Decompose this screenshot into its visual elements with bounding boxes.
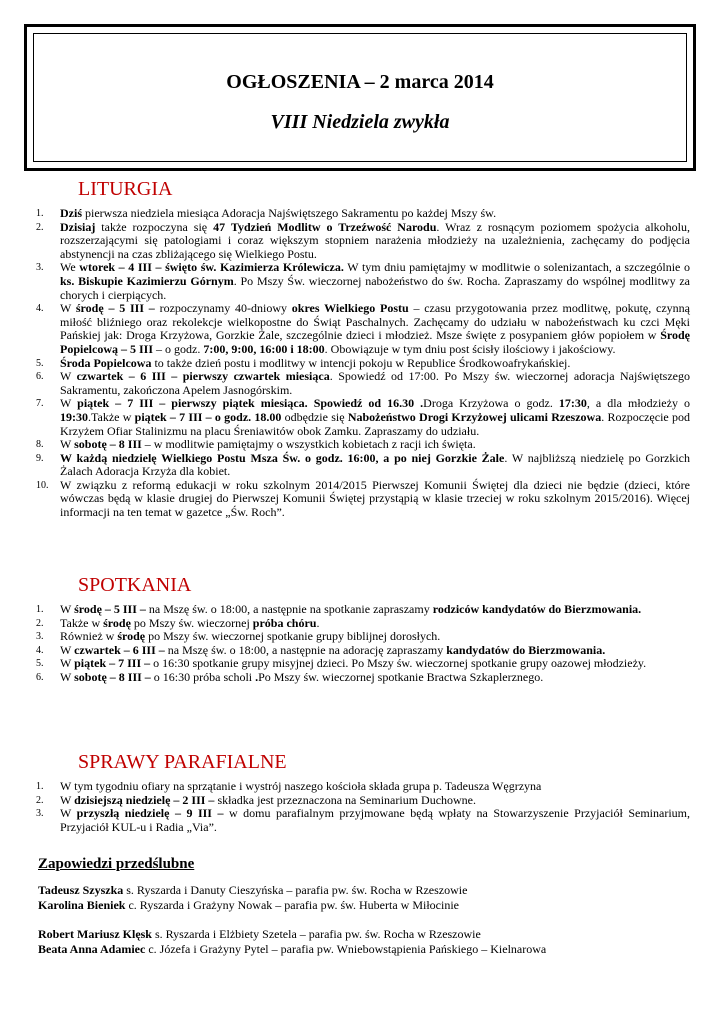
page-title: OGŁOSZENIA – 2 marca 2014 [226,71,494,93]
item-text: W tym dniu pamiętajmy w modlitwie o solenizantach, a szczególnie o [343,260,690,275]
item-text: po Mszy św. wieczornej [130,615,253,630]
bold-text: piątek – 7 III – o godz. 18.00 [134,409,282,424]
page-subtitle: VIII Niedziela zwykła [270,111,450,133]
item-text: . Rozpoczęcie pod Krzyżem Ofiar Stalinizmu na placu Śreniawitów obok Zamku. Zapraszamy do udziału. [60,409,690,438]
bold-text: ks. Biskupie Kazimierzu Górnym [60,273,234,288]
item-text: W [60,806,77,821]
list-number: 1. [36,604,44,615]
bold-text: wtorek – 4 III – święto św. Kazimierza Królewicza. [79,260,344,275]
spotkania-section [38,573,690,685]
sprawy-heading: SPRAWY PARAFIALNE [78,751,287,773]
person-name: Karolina Bieniek [38,898,126,912]
bold-text: . [255,669,259,684]
bold-text: kandydatów do Bierzmowania. [446,642,606,657]
person-name: Tadeusz Szyszka [38,883,124,897]
item-text: . Wraz z rosnącym poziomem spożycia alkoholu, rozszerzającymi się patologiami i coraz większym stopniem narażenia młodzieży na uzależnienia, zachęcamy do podjęcia abstynencji na czas zbliżającego się Wielkiego Postu. [60,219,691,261]
zapowiedzi-heading: Zapowiedzi przedślubne [38,856,195,872]
announcement-person [38,898,690,913]
bold-text: dzisiejszą niedzielę – 2 III – [74,792,215,807]
liturgia-item [38,479,690,520]
liturgia-section [38,177,690,520]
item-text: W związku z reformą edukacji w roku szkolnym 2014/2015 Pierwszej Komunii Świętej dla dzieci nie będzie (dzieci, które wówczas będą w klasie drugiej do Pierwszej Komunii Świętej przystąpią w klasie trzeciej w roku szkolnym 2015/2016). Więcej informacji na ten temat w gazetce „Św. Roch”. [60,477,690,520]
spotkania-item [38,644,690,658]
liturgia-item [38,357,690,371]
item-text: – czasu przygotowania przez modlitwę, pokutę, czynną miłość bliźniego oraz rekolekcje wielkopostne do Świąt Paschalnych. Zachęcamy do udziału w nabożeństwach ku czci Męki Pańskiej jak: Droga Krzyżowa, Gorzkie Żale, szczególnie dzieci i młodzież. Msze święte z posypaniem głów popiołem w [60,301,691,343]
item-text: w domu parafialnym przyjmowane będą wpłaty na Stowarzyszenie Przyjaciół Seminarium, Przyjaciół KUL-u i Radia „Via”. [60,806,690,834]
item-text: także rozpoczyna się [95,219,214,234]
bold-text: środę – 5 III – [75,301,155,316]
item-text: o 16:30 próba scholi [150,669,256,684]
list-number: 2. [36,617,44,629]
header-frame [24,24,696,171]
person-details: s. Ryszarda i Elżbiety Szetela – parafia pw. św. Rocha w Rzeszowie [151,927,481,941]
item-text: składka jest przeznaczona na Seminarium Duchowne. [214,792,477,807]
item-text: . Spowiedź od 17:00. Po Mszy św. wieczornej adoracja Najświętszego Sakramentu, zakończona Apelem Jasnogórskim. [60,369,690,397]
person-name: Robert Mariusz Klęsk [38,927,152,941]
bold-text: czwartek – 6 III – [74,642,165,657]
sprawy-list [38,780,690,834]
announcement-person [38,942,690,957]
item-text: to także dzień postu i modlitwy w intencji pokoju w Republice Środkowoafrykańskiej. [151,355,571,370]
person-details: s. Ryszarda i Danuty Cieszyńska – parafia pw. św. Rocha w Rzeszowie [123,883,468,897]
bold-text: środę [103,615,131,630]
item-text: rozpoczynamy 40-dniowy [154,301,292,316]
list-number: 6. [36,371,44,383]
list-number: 6. [36,671,44,683]
bold-text: okres Wielkiego Postu [291,301,409,316]
item-text: .Także w [88,409,135,424]
item-text: W [60,792,75,807]
item-text: na Mszę św. o 18:00, a następnie na spotkanie zapraszamy [145,602,433,616]
person-details: c. Ryszarda i Grażyny Nowak – parafia pw. św. Huberta w Miłocinie [125,898,459,912]
bold-text: Nabożeństwo Drogi Krzyżowej ulicami Rzeszowa [347,409,602,424]
liturgia-item [38,452,690,479]
liturgia-item [38,397,690,438]
item-text: Także w [60,615,104,630]
person-name: Beata Anna Adamiec [38,942,146,956]
item-text: , a dla młodzieży o [586,396,690,411]
spotkania-item [38,603,690,617]
sprawy-item [38,780,690,794]
bold-text: piątek – 7 III – pierwszy piątek miesiąca. Spowiedź od 16.30 . [77,396,424,411]
spotkania-item [38,630,690,644]
item-text: odbędzie się [281,409,348,424]
liturgia-heading: LITURGIA [78,178,173,200]
list-number: 8. [36,439,44,451]
item-text: W tym tygodniu ofiary na sprzątanie i wystrój naszego kościoła składa grupa p. Tadeusza Węgrzyna [60,779,542,793]
bold-text: rodziców kandydatów do Bierzmowania. [432,602,642,616]
item-text: pierwsza niedziela miesiąca Adoracja Najświętszego Sakramentu po każdej Mszy św. [82,206,497,220]
item-text: . [316,615,320,630]
liturgia-item [38,438,690,452]
list-number: 3. [36,808,44,820]
item-text: – w modlitwie pamiętajmy o wszystkich kobietach z racji ich święta. [141,437,476,452]
item-text: W [60,602,75,616]
announcement-person [38,883,690,898]
liturgia-item [38,302,690,356]
list-number: 10. [36,479,49,491]
list-number: 2. [36,221,44,233]
bold-text: 19:30 [60,409,88,424]
spotkania-list [38,603,690,685]
item-text: W [60,642,75,657]
bold-text: Dzisiaj [60,219,96,234]
bold-text: Dziś [60,206,82,220]
item-text: W [60,669,75,684]
bold-text: 7:00, 9:00, 16:00 i 18:00 [203,341,325,356]
liturgia-list [38,207,690,520]
item-text: We [60,260,80,275]
list-number: 2. [36,794,44,806]
list-number: 7. [36,398,44,410]
list-number: 4. [36,303,44,315]
list-number: 9. [36,452,44,464]
announcement-person [38,927,690,942]
bold-text: W każdą niedzielę Wielkiego Postu Msza Św. o godz. 16:00, a po niej Gorzkie Żale [60,450,505,465]
liturgia-item [38,207,690,221]
item-text: Również w [60,629,118,644]
item-text: W [60,369,77,384]
item-text: . Po Mszy Św. wieczornej nabożeństwo do św. Rocha. Zapraszamy do wspólnej modlitwy za chorych i cierpiących. [60,273,691,302]
person-details: c. Józefa i Grażyny Pytel – parafia pw. Wniebowstąpienia Pańskiego – Kielnarowa [145,942,547,956]
spotkania-heading: SPOTKANIA [78,574,192,596]
item-text: Droga Krzyżowa o godz. [423,396,559,411]
bold-text: sobotę – 8 III – [74,669,151,684]
item-text: o 16:30 spotkanie grupy misyjnej dzieci. Po Mszy św. wieczornej spotkanie grupy oazowej młodzieży. [150,656,647,671]
pair-gap [38,913,690,927]
item-text: . Obowiązuje w tym dniu post ścisły ilościowy i jakościowy. [324,341,616,356]
item-text: . W najbliższą niedzielę po Gorzkich Żalach Adoracja Krzyża dla kobiet. [60,450,690,479]
zapowiedzi-body [38,883,690,957]
spotkania-item [38,671,690,685]
sprawy-item [38,807,690,834]
item-text: po Mszy św. wieczornej spotkanie grupy biblijnej dorosłych. [145,629,441,644]
bold-text: Środę Popielcową – 5 III [60,328,690,356]
spotkania-item [38,617,690,631]
item-text: Po Mszy św. wieczornej spotkanie Bractwa Szkaplerznego. [258,669,544,684]
item-text: – o godz. [153,341,204,356]
list-number: 3. [36,262,44,274]
bold-text: czwartek – 6 III – pierwszy czwartek miesiąca [76,369,330,384]
list-number: 1. [36,781,44,792]
item-text: W [60,656,75,671]
bold-text: przyszłą niedzielę – 9 III – [76,806,224,821]
item-text: W [60,437,75,452]
header-inner-border [33,33,687,162]
zapowiedzi-section [38,856,690,957]
bold-text: 47 Tydzień Modlitw o Trzeźwość Narodu [213,219,437,234]
liturgia-item [38,261,690,302]
bold-text: próba chóru [252,615,317,630]
bold-text: Środa Popielcowa [60,355,152,370]
bold-text: środę [117,629,146,644]
list-number: 5. [36,658,44,670]
list-number: 3. [36,631,44,643]
liturgia-item [38,221,690,262]
spotkania-item [38,657,690,671]
liturgia-item [38,370,690,397]
bold-text: 17:30 [558,396,587,411]
bold-text: piątek – 7 III – [74,656,151,671]
list-number: 4. [36,644,44,656]
sprawy-section [38,750,690,834]
sprawy-item [38,794,690,808]
item-text: W [60,396,78,411]
list-number: 5. [36,357,44,369]
item-text: na Mszę św. o 18:00, a następnie na adorację zapraszamy [164,642,447,657]
bold-text: środę – 5 III – [74,602,146,616]
item-text: W [60,301,76,316]
list-number: 1. [36,208,44,219]
bold-text: sobotę – 8 III [74,437,142,452]
